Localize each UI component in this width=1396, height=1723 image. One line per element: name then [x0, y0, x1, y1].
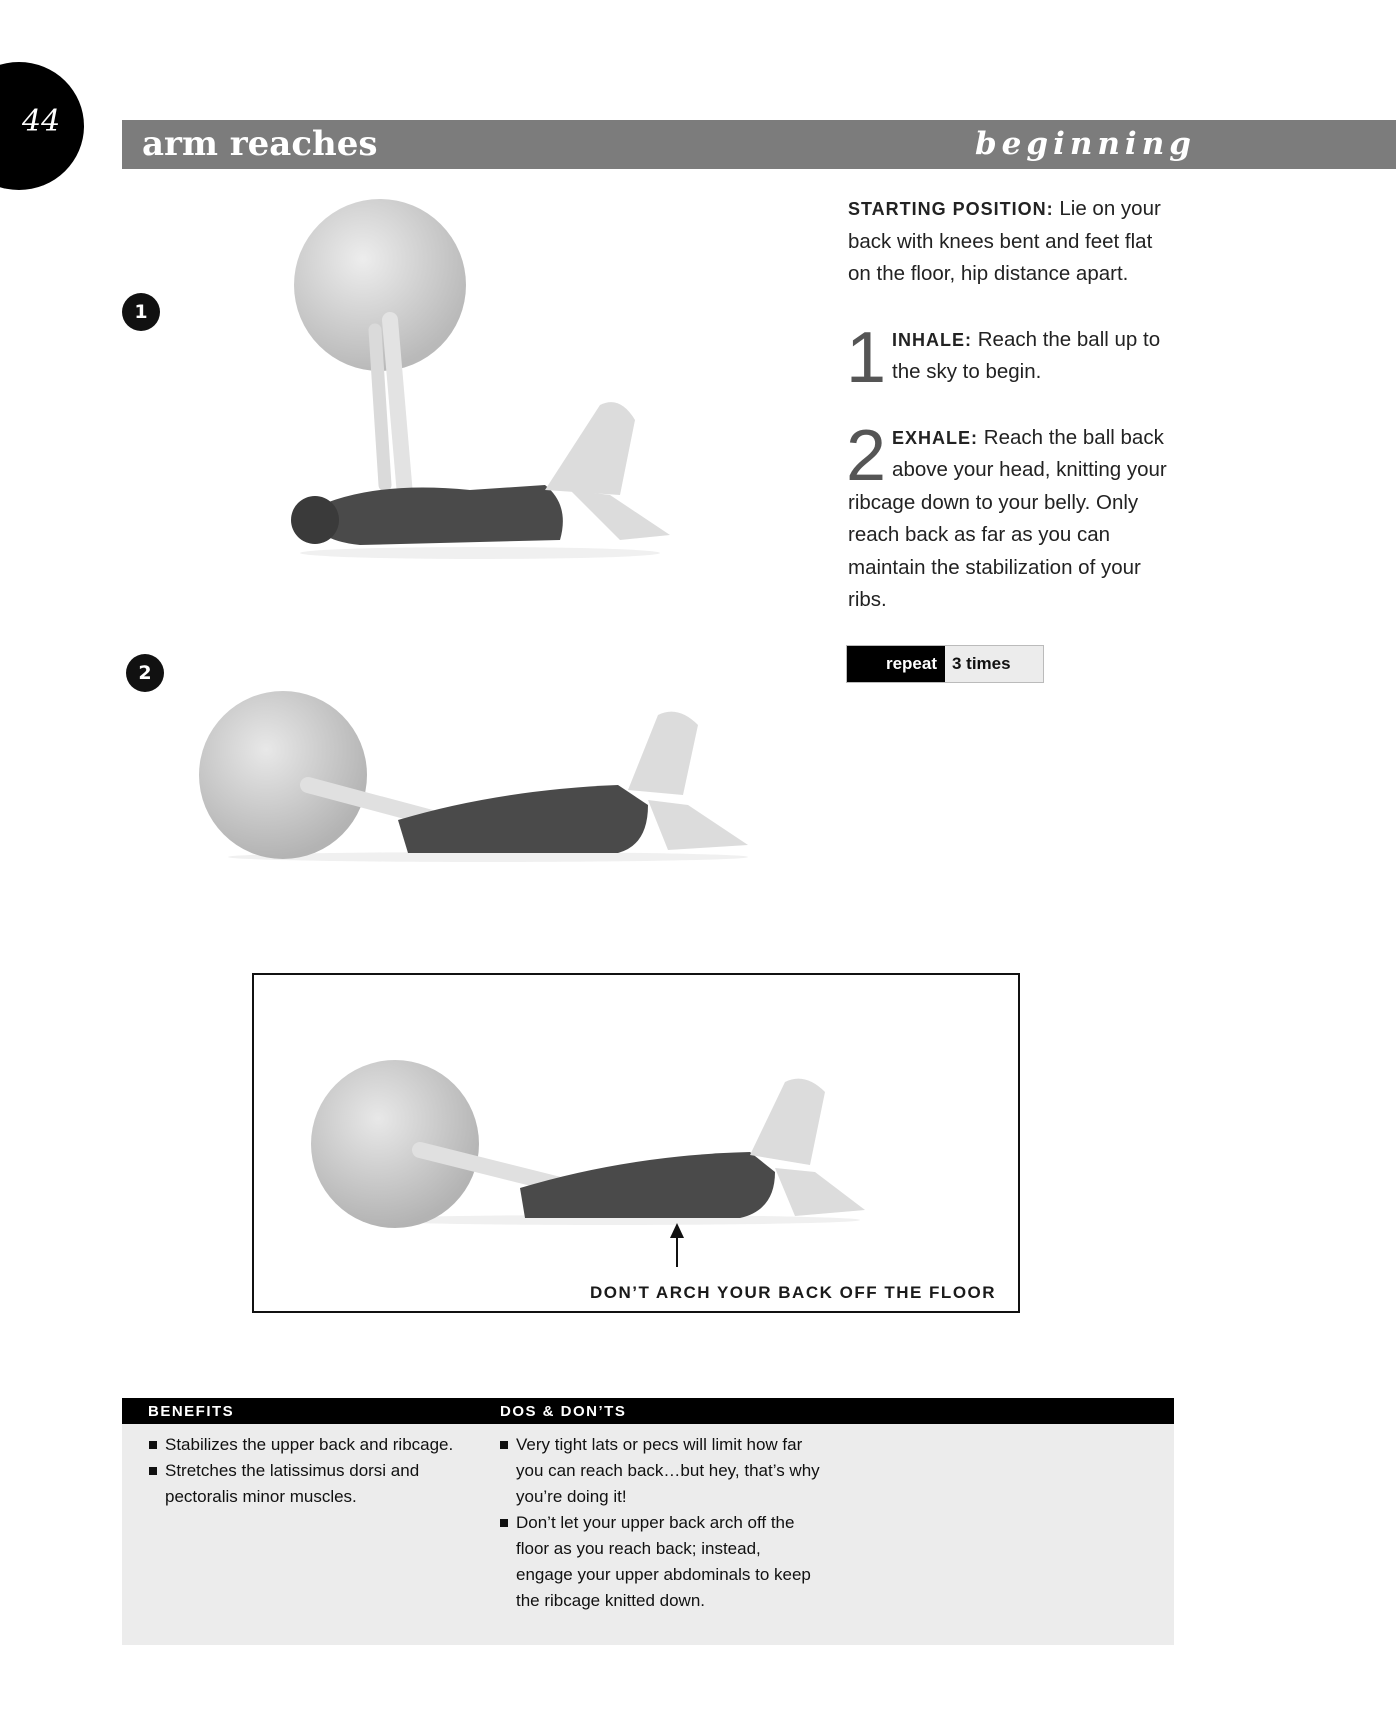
page-number: 44: [22, 104, 61, 139]
info-panel-header: [122, 1398, 1174, 1424]
benefits-heading: BENEFITS: [148, 1403, 235, 1420]
dos-donts-list: [500, 1432, 820, 1614]
instructions: [848, 193, 1178, 650]
difficulty-level: beginning: [975, 126, 1196, 162]
exercise-title: arm reaches: [142, 124, 378, 164]
step-1-number: 1: [846, 317, 887, 398]
repeat-count: 3 times: [952, 654, 1011, 673]
dos-donts-heading: DOS & DON’TS: [500, 1403, 627, 1420]
benefits-list: [149, 1432, 479, 1510]
list-item: Stabilizes the upper back and ribcage.: [149, 1432, 479, 1458]
repeat-label: repeat: [847, 646, 945, 682]
warning-photo: [310, 1060, 870, 1270]
step-2-text: Reach the ball back above your head, knitting your ribcage down to your belly. Only reach back as far as you can maintain the stabilization of your ribs.: [848, 425, 1167, 611]
step-1-badge: 1: [122, 293, 160, 331]
list-item: Don’t let your upper back arch off the floor as you reach back; instead, engage your upper abdominals to keep the ribcage knitted down.: [500, 1510, 820, 1614]
instruction-step-1: [846, 317, 1178, 398]
step-1-photo: [290, 195, 710, 565]
step-2-photo: [198, 685, 758, 865]
step-2-number: 2: [846, 415, 887, 496]
list-item: Very tight lats or pecs will limit how far you can reach back…but hey, that’s why you’re doing it!: [500, 1432, 820, 1510]
step-1-text: Reach the ball up to the sky to begin.: [892, 327, 1161, 383]
starting-position-text: Lie on your back with knees bent and feet flat on the floor, hip distance apart.: [848, 197, 1161, 285]
instruction-step-2: [846, 415, 1178, 617]
starting-position: [848, 193, 1178, 291]
list-item: Stretches the latissimus dorsi and pectoralis minor muscles.: [149, 1458, 479, 1510]
warning-caption: DON’T ARCH YOUR BACK OFF THE FLOOR: [589, 1283, 997, 1302]
info-panel: [122, 1398, 1174, 1645]
step-1-label: INHALE:: [892, 329, 973, 350]
step-2-label: EXHALE:: [892, 427, 979, 448]
starting-position-label: STARTING POSITION:: [848, 199, 1054, 219]
step-2-badge: 2: [126, 654, 164, 692]
repeat-indicator: [846, 645, 1044, 683]
